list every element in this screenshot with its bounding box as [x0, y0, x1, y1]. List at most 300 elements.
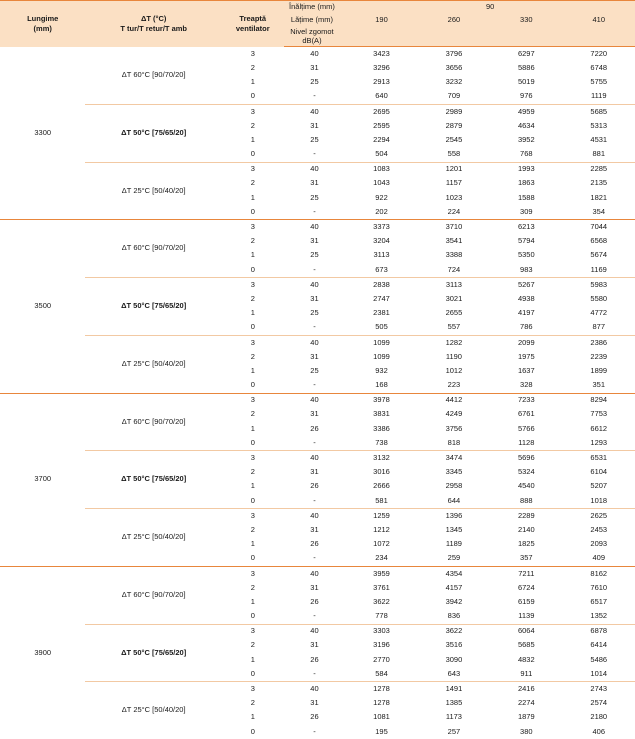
header-dt-label-line1: ΔT (°C) [85, 14, 221, 24]
cell-output-190: 202 [345, 205, 417, 220]
cell-output-190: 3978 [345, 393, 417, 408]
cell-fan-step: 2 [222, 581, 284, 595]
cell-output-190: 932 [345, 364, 417, 378]
cell-output-330: 1825 [490, 537, 562, 551]
header-width-330: 330 [490, 14, 562, 27]
cell-noise-level: 26 [284, 711, 346, 725]
cell-output-410: 5674 [563, 249, 635, 263]
cell-output-410: 351 [563, 378, 635, 393]
cell-noise-level: 25 [284, 75, 346, 89]
cell-output-190: 1072 [345, 537, 417, 551]
cell-output-190: 640 [345, 90, 417, 105]
cell-output-410: 1821 [563, 191, 635, 205]
cell-output-330: 380 [490, 725, 562, 739]
cell-output-330: 5794 [490, 234, 562, 248]
cell-output-260: 4157 [418, 581, 490, 595]
cell-fan-step: 3 [222, 104, 284, 119]
cell-output-330: 4634 [490, 119, 562, 133]
cell-output-410: 5983 [563, 278, 635, 293]
cell-fan-step: 3 [222, 47, 284, 62]
cell-output-260: 2655 [418, 306, 490, 320]
table-row [0, 335, 635, 350]
cell-output-410: 2453 [563, 523, 635, 537]
cell-output-190: 3831 [345, 408, 417, 422]
cell-output-330: 911 [490, 667, 562, 682]
cell-output-330: 786 [490, 321, 562, 336]
table-row [0, 624, 635, 639]
table-row [0, 278, 635, 293]
cell-output-190: 3016 [345, 465, 417, 479]
cell-output-410: 6414 [563, 639, 635, 653]
header-height-label: Înălțime (mm) [284, 1, 346, 15]
cell-noise-level: 26 [284, 537, 346, 551]
cell-output-190: 1099 [345, 350, 417, 364]
cell-output-190: 778 [345, 609, 417, 624]
cell-output-190: 2695 [345, 104, 417, 119]
cell-fan-step: 0 [222, 378, 284, 393]
cell-output-260: 3656 [418, 61, 490, 75]
cell-output-330: 7211 [490, 566, 562, 581]
cell-noise-level: 31 [284, 119, 346, 133]
cell-output-330: 6064 [490, 624, 562, 639]
table-row [0, 451, 635, 466]
cell-output-260: 3622 [418, 624, 490, 639]
cell-noise-level: 31 [284, 581, 346, 595]
cell-output-260: 557 [418, 321, 490, 336]
cell-output-330: 1588 [490, 191, 562, 205]
cell-fan-step: 3 [222, 393, 284, 408]
cell-output-410: 7044 [563, 220, 635, 235]
cell-output-330: 3952 [490, 133, 562, 147]
cell-output-260: 2958 [418, 480, 490, 494]
cell-noise-level: 40 [284, 393, 346, 408]
cell-output-330: 768 [490, 147, 562, 162]
cell-output-410: 8162 [563, 566, 635, 581]
cell-output-260: 1190 [418, 350, 490, 364]
cell-output-260: 4249 [418, 408, 490, 422]
cell-output-410: 6568 [563, 234, 635, 248]
cell-noise-level: - [284, 147, 346, 162]
cell-noise-level: 40 [284, 220, 346, 235]
cell-output-410: 1018 [563, 494, 635, 509]
cell-fan-step: 2 [222, 177, 284, 191]
cell-output-190: 3373 [345, 220, 417, 235]
cell-output-260: 1345 [418, 523, 490, 537]
cell-output-260: 224 [418, 205, 490, 220]
cell-output-410: 8294 [563, 393, 635, 408]
table-row [0, 104, 635, 119]
row-dt-label: ΔT 50°C [75/65/20] [85, 104, 221, 162]
table-row [0, 509, 635, 524]
row-dt-label: ΔT 25°C [50/40/20] [85, 509, 221, 567]
cell-output-190: 3761 [345, 581, 417, 595]
cell-output-260: 1201 [418, 162, 490, 177]
cell-output-330: 5019 [490, 75, 562, 89]
cell-fan-step: 0 [222, 90, 284, 105]
row-dt-label: ΔT 60°C [90/70/20] [85, 566, 221, 624]
cell-noise-level: 25 [284, 191, 346, 205]
row-length-3900: 3900 [0, 566, 85, 739]
header-row-height [0, 1, 635, 15]
cell-output-190: 3386 [345, 422, 417, 436]
cell-fan-step: 2 [222, 696, 284, 710]
cell-noise-level: - [284, 263, 346, 278]
cell-output-190: 2294 [345, 133, 417, 147]
cell-output-190: 1278 [345, 696, 417, 710]
cell-output-330: 309 [490, 205, 562, 220]
cell-output-260: 1012 [418, 364, 490, 378]
cell-output-190: 505 [345, 321, 417, 336]
cell-output-410: 406 [563, 725, 635, 739]
table-row [0, 220, 635, 235]
cell-noise-level: 31 [284, 465, 346, 479]
cell-output-190: 3196 [345, 639, 417, 653]
cell-noise-level: 40 [284, 162, 346, 177]
cell-noise-level: - [284, 725, 346, 739]
cell-output-330: 6761 [490, 408, 562, 422]
cell-fan-step: 3 [222, 509, 284, 524]
cell-fan-step: 1 [222, 422, 284, 436]
cell-fan-step: 1 [222, 191, 284, 205]
row-length-3500: 3500 [0, 220, 85, 393]
cell-output-260: 1491 [418, 682, 490, 697]
cell-output-410: 2386 [563, 335, 635, 350]
cell-noise-level: 31 [284, 350, 346, 364]
cell-output-330: 5324 [490, 465, 562, 479]
cell-fan-step: 3 [222, 682, 284, 697]
cell-noise-level: - [284, 494, 346, 509]
cell-output-260: 818 [418, 436, 490, 451]
header-length-cell [0, 1, 85, 47]
cell-output-260: 2989 [418, 104, 490, 119]
header-height-value: 90 [345, 1, 635, 15]
cell-fan-step: 2 [222, 523, 284, 537]
cell-output-330: 4832 [490, 653, 562, 667]
cell-output-260: 257 [418, 725, 490, 739]
cell-output-410: 881 [563, 147, 635, 162]
cell-output-190: 2747 [345, 292, 417, 306]
cell-noise-level: 31 [284, 292, 346, 306]
header-width-190: 190 [345, 14, 417, 27]
cell-noise-level: - [284, 436, 346, 451]
cell-output-330: 4197 [490, 306, 562, 320]
cell-noise-level: 26 [284, 422, 346, 436]
cell-output-190: 1212 [345, 523, 417, 537]
cell-noise-level: 25 [284, 133, 346, 147]
cell-output-260: 3345 [418, 465, 490, 479]
cell-output-330: 1975 [490, 350, 562, 364]
cell-fan-step: 3 [222, 220, 284, 235]
cell-output-410: 6878 [563, 624, 635, 639]
cell-noise-level: - [284, 205, 346, 220]
cell-output-410: 1169 [563, 263, 635, 278]
cell-output-410: 2239 [563, 350, 635, 364]
cell-fan-step: 1 [222, 249, 284, 263]
cell-output-190: 3296 [345, 61, 417, 75]
cell-fan-step: 2 [222, 292, 284, 306]
cell-output-330: 5685 [490, 639, 562, 653]
cell-fan-step: 0 [222, 147, 284, 162]
cell-output-190: 504 [345, 147, 417, 162]
cell-output-410: 6104 [563, 465, 635, 479]
cell-output-260: 4354 [418, 566, 490, 581]
cell-output-330: 1637 [490, 364, 562, 378]
cell-output-330: 2140 [490, 523, 562, 537]
row-dt-label: ΔT 50°C [75/65/20] [85, 278, 221, 336]
cell-fan-step: 0 [222, 725, 284, 739]
cell-output-190: 3423 [345, 47, 417, 62]
cell-fan-step: 2 [222, 639, 284, 653]
cell-fan-step: 2 [222, 61, 284, 75]
cell-output-410: 354 [563, 205, 635, 220]
header-length-label-line1: Lungime [0, 14, 85, 24]
cell-output-260: 709 [418, 90, 490, 105]
cell-output-410: 6612 [563, 422, 635, 436]
cell-output-190: 3132 [345, 451, 417, 466]
cell-fan-step: 3 [222, 335, 284, 350]
cell-output-260: 3113 [418, 278, 490, 293]
cell-output-330: 7233 [490, 393, 562, 408]
cell-output-260: 3021 [418, 292, 490, 306]
cell-fan-step: 3 [222, 162, 284, 177]
cell-output-330: 1128 [490, 436, 562, 451]
table-row [0, 162, 635, 177]
cell-fan-step: 1 [222, 653, 284, 667]
cell-noise-level: 31 [284, 696, 346, 710]
header-noise-spacer [345, 27, 635, 47]
cell-output-410: 877 [563, 321, 635, 336]
cell-output-330: 6297 [490, 47, 562, 62]
cell-noise-level: 40 [284, 509, 346, 524]
table-body [0, 47, 635, 739]
cell-output-330: 888 [490, 494, 562, 509]
cell-output-410: 1014 [563, 667, 635, 682]
header-length-label-line2: (mm) [0, 24, 85, 34]
cell-noise-level: 25 [284, 364, 346, 378]
cell-fan-step: 3 [222, 451, 284, 466]
cell-output-260: 3942 [418, 595, 490, 609]
cell-noise-level: 40 [284, 278, 346, 293]
cell-output-260: 3756 [418, 422, 490, 436]
cell-output-330: 4959 [490, 104, 562, 119]
cell-output-330: 6213 [490, 220, 562, 235]
cell-fan-step: 0 [222, 321, 284, 336]
cell-fan-step: 0 [222, 205, 284, 220]
cell-output-260: 1385 [418, 696, 490, 710]
cell-output-260: 259 [418, 552, 490, 567]
cell-output-190: 1083 [345, 162, 417, 177]
cell-output-410: 2625 [563, 509, 635, 524]
cell-noise-level: 40 [284, 47, 346, 62]
cell-output-260: 2879 [418, 119, 490, 133]
cell-fan-step: 0 [222, 263, 284, 278]
row-dt-label: ΔT 50°C [75/65/20] [85, 624, 221, 682]
cell-noise-level: 40 [284, 566, 346, 581]
cell-fan-step: 0 [222, 667, 284, 682]
cell-output-410: 6531 [563, 451, 635, 466]
cell-output-330: 5886 [490, 61, 562, 75]
cell-fan-step: 1 [222, 595, 284, 609]
row-dt-label: ΔT 60°C [90/70/20] [85, 220, 221, 278]
cell-output-190: 673 [345, 263, 417, 278]
header-width-260: 260 [418, 14, 490, 27]
cell-output-330: 1879 [490, 711, 562, 725]
row-dt-label: ΔT 60°C [90/70/20] [85, 47, 221, 105]
cell-output-190: 738 [345, 436, 417, 451]
cell-fan-step: 2 [222, 119, 284, 133]
cell-fan-step: 1 [222, 537, 284, 551]
cell-noise-level: 31 [284, 523, 346, 537]
cell-output-410: 1352 [563, 609, 635, 624]
cell-output-260: 558 [418, 147, 490, 162]
cell-output-410: 7753 [563, 408, 635, 422]
cell-noise-level: 26 [284, 653, 346, 667]
cell-output-330: 357 [490, 552, 562, 567]
cell-fan-step: 2 [222, 234, 284, 248]
cell-output-190: 581 [345, 494, 417, 509]
cell-fan-step: 1 [222, 480, 284, 494]
cell-output-190: 2838 [345, 278, 417, 293]
cell-output-260: 3474 [418, 451, 490, 466]
cell-noise-level: - [284, 667, 346, 682]
header-noise-label-line1: Nivel zgomot [284, 28, 341, 37]
cell-output-410: 2135 [563, 177, 635, 191]
cell-noise-level: 40 [284, 335, 346, 350]
header-width-410: 410 [563, 14, 635, 27]
cell-output-190: 584 [345, 667, 417, 682]
cell-noise-level: - [284, 609, 346, 624]
cell-fan-step: 1 [222, 306, 284, 320]
cell-noise-level: 26 [284, 480, 346, 494]
cell-output-190: 3113 [345, 249, 417, 263]
cell-output-260: 3388 [418, 249, 490, 263]
cell-noise-level: 31 [284, 639, 346, 653]
cell-output-190: 2666 [345, 480, 417, 494]
cell-output-190: 1099 [345, 335, 417, 350]
cell-output-330: 4938 [490, 292, 562, 306]
cell-output-190: 1278 [345, 682, 417, 697]
cell-output-330: 976 [490, 90, 562, 105]
cell-output-260: 3090 [418, 653, 490, 667]
cell-noise-level: 40 [284, 451, 346, 466]
cell-output-260: 1173 [418, 711, 490, 725]
cell-output-330: 5267 [490, 278, 562, 293]
header-step-cell [222, 1, 284, 47]
cell-output-190: 922 [345, 191, 417, 205]
cell-noise-level: - [284, 378, 346, 393]
cell-fan-step: 0 [222, 609, 284, 624]
cell-fan-step: 1 [222, 364, 284, 378]
cell-fan-step: 1 [222, 75, 284, 89]
table-row [0, 566, 635, 581]
cell-noise-level: 31 [284, 177, 346, 191]
row-dt-label: ΔT 25°C [50/40/20] [85, 335, 221, 393]
cell-noise-level: - [284, 90, 346, 105]
cell-output-260: 836 [418, 609, 490, 624]
row-dt-label: ΔT 50°C [75/65/20] [85, 451, 221, 509]
cell-output-190: 3959 [345, 566, 417, 581]
cell-output-330: 4540 [490, 480, 562, 494]
row-length-3700: 3700 [0, 393, 85, 566]
cell-output-190: 2913 [345, 75, 417, 89]
cell-output-330: 5350 [490, 249, 562, 263]
cell-output-410: 5313 [563, 119, 635, 133]
cell-noise-level: 40 [284, 624, 346, 639]
cell-output-330: 328 [490, 378, 562, 393]
header-dt-label-line2: T tur/T retur/T amb [85, 24, 221, 34]
cell-noise-level: 25 [284, 306, 346, 320]
cell-output-410: 7610 [563, 581, 635, 595]
cell-output-410: 2743 [563, 682, 635, 697]
cell-output-410: 5486 [563, 653, 635, 667]
cell-output-410: 6517 [563, 595, 635, 609]
table-row [0, 393, 635, 408]
cell-fan-step: 0 [222, 436, 284, 451]
cell-noise-level: - [284, 321, 346, 336]
cell-output-330: 5696 [490, 451, 562, 466]
cell-output-260: 643 [418, 667, 490, 682]
cell-output-190: 3303 [345, 624, 417, 639]
cell-noise-level: 31 [284, 61, 346, 75]
cell-output-260: 3710 [418, 220, 490, 235]
cell-output-260: 3516 [418, 639, 490, 653]
cell-output-260: 1396 [418, 509, 490, 524]
cell-output-260: 1023 [418, 191, 490, 205]
cell-fan-step: 0 [222, 494, 284, 509]
cell-fan-step: 1 [222, 711, 284, 725]
cell-output-410: 409 [563, 552, 635, 567]
cell-output-190: 168 [345, 378, 417, 393]
cell-output-330: 2289 [490, 509, 562, 524]
cell-output-410: 5755 [563, 75, 635, 89]
cell-output-330: 1863 [490, 177, 562, 191]
row-length-3300: 3300 [0, 47, 85, 220]
cell-output-190: 3204 [345, 234, 417, 248]
cell-output-190: 195 [345, 725, 417, 739]
cell-output-410: 7220 [563, 47, 635, 62]
cell-output-260: 223 [418, 378, 490, 393]
cell-output-190: 234 [345, 552, 417, 567]
cell-output-410: 1899 [563, 364, 635, 378]
cell-output-330: 5766 [490, 422, 562, 436]
cell-output-410: 4772 [563, 306, 635, 320]
cell-output-260: 4412 [418, 393, 490, 408]
cell-output-410: 5207 [563, 480, 635, 494]
cell-output-330: 6159 [490, 595, 562, 609]
cell-output-330: 2416 [490, 682, 562, 697]
cell-output-410: 5580 [563, 292, 635, 306]
cell-fan-step: 2 [222, 465, 284, 479]
table-row [0, 47, 635, 62]
cell-output-260: 1157 [418, 177, 490, 191]
header-noise-label-line2: dB(A) [284, 37, 341, 46]
cell-noise-level: 40 [284, 104, 346, 119]
header-dt-cell [85, 1, 221, 47]
cell-noise-level: 31 [284, 234, 346, 248]
cell-output-410: 1293 [563, 436, 635, 451]
cell-output-330: 1139 [490, 609, 562, 624]
cell-noise-level: 26 [284, 595, 346, 609]
cell-output-190: 2770 [345, 653, 417, 667]
header-step-label-line1: Treaptă [222, 14, 284, 24]
cell-output-260: 644 [418, 494, 490, 509]
cell-output-190: 1081 [345, 711, 417, 725]
row-dt-label: ΔT 25°C [50/40/20] [85, 162, 221, 220]
cell-output-260: 3232 [418, 75, 490, 89]
cell-noise-level: 31 [284, 408, 346, 422]
cell-output-410: 5685 [563, 104, 635, 119]
cell-fan-step: 1 [222, 133, 284, 147]
